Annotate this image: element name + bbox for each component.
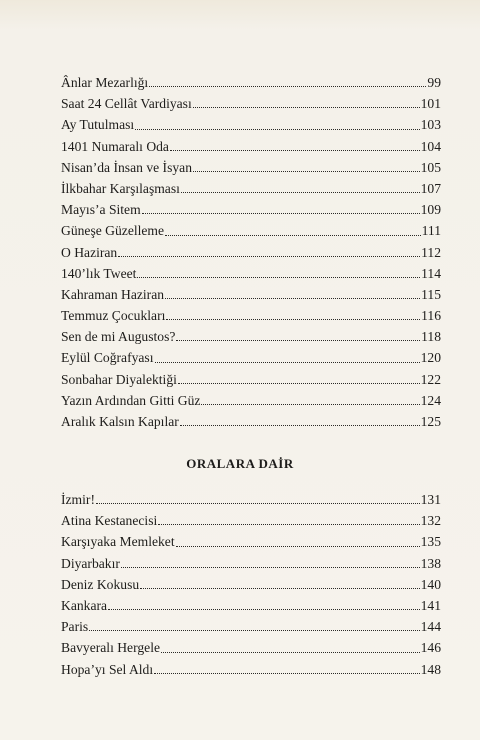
toc-entry-title: Mayıs’a Sitem — [61, 202, 141, 218]
toc-entry — [61, 637, 441, 658]
toc-entry-page: 112 — [421, 244, 441, 260]
dot-leader — [137, 276, 420, 278]
toc-entry-title: Kankara — [61, 597, 108, 613]
toc-entry-page: 124 — [420, 392, 441, 408]
toc-entry-page: 146 — [420, 640, 441, 656]
dot-leader — [176, 339, 420, 341]
dot-leader — [178, 382, 420, 384]
toc-entry — [61, 531, 441, 552]
toc-entry — [61, 574, 441, 595]
toc-entry — [61, 284, 441, 305]
toc-entry — [61, 595, 441, 616]
toc-section-2 — [61, 489, 441, 680]
toc-entry-title: Ay Tutulması — [61, 117, 135, 133]
toc-entry-title: Yazın Ardından Gitti Güz — [61, 392, 201, 408]
toc-entry-page: 120 — [420, 350, 441, 366]
dot-leader — [158, 523, 419, 525]
toc-entry-page: 111 — [421, 223, 441, 239]
toc-entry-page: 107 — [420, 180, 441, 196]
toc-entry-title: Deniz Kokusu — [61, 576, 140, 592]
toc-entry — [61, 369, 441, 390]
toc-entry-page: 132 — [420, 513, 441, 529]
toc-entry-title: Temmuz Çocukları — [61, 308, 166, 324]
toc-entry — [61, 199, 441, 220]
dot-leader — [193, 170, 420, 172]
toc-entry — [61, 347, 441, 368]
toc-entry — [61, 220, 441, 241]
dot-leader — [170, 149, 420, 151]
toc-entry-page: 105 — [420, 159, 441, 175]
toc-entry-title: Karşıyaka Memleket — [61, 534, 175, 550]
toc-entry-page: 131 — [420, 492, 441, 507]
toc-entry-page: 115 — [421, 286, 441, 302]
toc-entry — [61, 157, 441, 178]
toc-section-1 — [61, 72, 441, 432]
toc-entry-title: Hopa’yı Sel Aldı — [61, 661, 154, 677]
toc-entry-title: Kahraman Haziran — [61, 286, 165, 302]
toc-entry — [61, 510, 441, 531]
dot-leader — [193, 106, 420, 108]
dot-leader — [108, 608, 420, 610]
toc-entry-page: 99 — [427, 75, 441, 90]
dot-leader — [96, 502, 420, 504]
toc-entry-title: Atina Kestanecisi — [61, 513, 158, 529]
toc-entry-page: 109 — [420, 202, 441, 218]
toc-entry-page: 118 — [421, 329, 441, 345]
dot-leader — [140, 587, 419, 589]
dot-leader — [176, 545, 420, 547]
toc-entry-page: 125 — [420, 414, 441, 429]
dot-leader — [121, 566, 420, 568]
toc-entry — [61, 178, 441, 199]
toc-entry-page: 144 — [420, 619, 441, 635]
toc-entry — [61, 411, 441, 432]
toc-entry-title: Ânlar Mezarlığı — [61, 75, 149, 90]
dot-leader — [181, 191, 420, 193]
dot-leader — [118, 255, 420, 257]
toc-entry — [61, 326, 441, 347]
toc-entry-title: Eylül Coğrafyası — [61, 350, 154, 366]
toc-entry — [61, 390, 441, 411]
toc-entry-title: O Haziran — [61, 244, 118, 260]
toc-entry — [61, 305, 441, 326]
toc-entry-page: 103 — [420, 117, 441, 133]
toc-entry — [61, 659, 441, 680]
dot-leader — [165, 234, 421, 236]
toc-entry-title: 140’lık Tweet — [61, 265, 137, 281]
dot-leader — [165, 297, 420, 299]
toc-entry-title: Sonbahar Diyalektiği — [61, 371, 177, 387]
dot-leader — [180, 424, 420, 426]
toc-entry-page: 104 — [420, 138, 441, 154]
toc-entry-page: 138 — [420, 555, 441, 571]
section-heading: ORALARA DAİR — [186, 456, 294, 471]
toc-entry-title: İlkbahar Karşılaşması — [61, 180, 180, 196]
toc-entry — [61, 489, 441, 510]
dot-leader — [135, 128, 419, 130]
toc-entry-page: 101 — [420, 96, 441, 112]
toc-entry-title: Aralık Kalsın Kapılar — [61, 414, 179, 429]
toc-entry — [61, 136, 441, 157]
toc-entry-page: 140 — [420, 576, 441, 592]
toc-entry-title: Saat 24 Cellât Vardiyası — [61, 96, 192, 112]
toc-entry-page: 116 — [421, 308, 441, 324]
toc-entry-page: 122 — [420, 371, 441, 387]
toc-entry-page: 148 — [420, 661, 441, 677]
toc-entry-page: 141 — [420, 597, 441, 613]
toc-entry-title: Paris — [61, 619, 89, 635]
toc-entry-page: 114 — [421, 265, 441, 281]
dot-leader — [166, 318, 420, 320]
toc-entry-page: 135 — [420, 534, 441, 550]
toc-entry-title: 1401 Numaralı Oda — [61, 138, 169, 154]
toc-entry-title: İzmir! — [61, 492, 95, 507]
toc-entry — [61, 93, 441, 114]
dot-leader — [201, 403, 419, 405]
toc-entry — [61, 553, 441, 574]
dot-leader — [89, 629, 419, 631]
toc-entry-title: Nisan’da İnsan ve İsyan — [61, 159, 192, 175]
dot-leader — [149, 85, 426, 87]
toc-entry-title: Güneşe Güzelleme — [61, 223, 165, 239]
toc-entry-title: Diyarbakır — [61, 555, 120, 571]
toc-entry — [61, 263, 441, 284]
dot-leader — [155, 361, 420, 363]
toc-entry — [61, 242, 441, 263]
dot-leader — [161, 651, 420, 653]
dot-leader — [142, 212, 420, 214]
toc-entry — [61, 114, 441, 135]
toc-entry-title: Sen de mi Augustos? — [61, 329, 176, 345]
toc-entry-title: Bavyeralı Hergele — [61, 640, 161, 656]
toc-entry — [61, 72, 441, 93]
dot-leader — [154, 672, 419, 674]
toc-entry — [61, 616, 441, 637]
